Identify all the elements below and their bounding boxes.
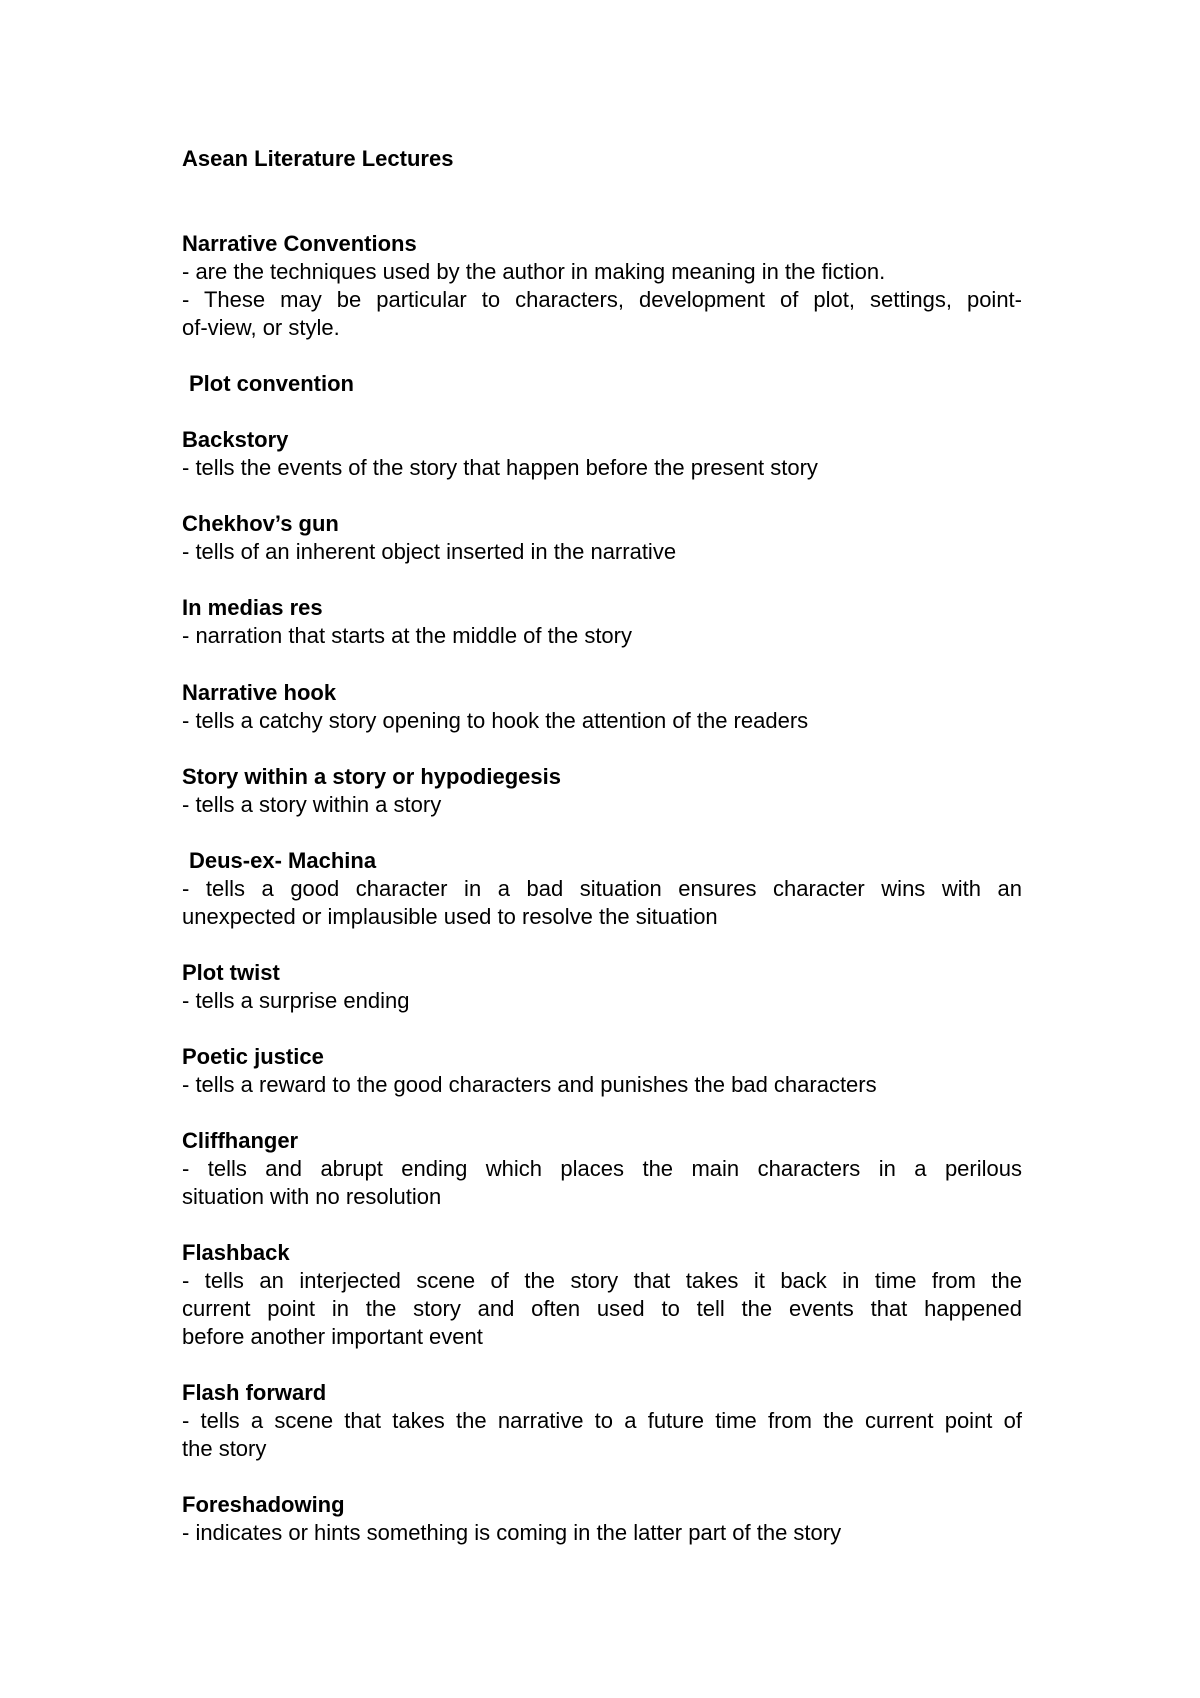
- term-definition: - tells a catchy story opening to hook the attention of the readers: [182, 708, 809, 733]
- document-title: Asean Literature Lectures: [182, 146, 454, 171]
- term-definition: - tells a good character in a bad situation ensures character wins with an: [182, 876, 1022, 901]
- section-heading: Plot convention: [189, 371, 354, 396]
- term-heading: Story within a story or hypodiegesis: [182, 764, 561, 789]
- term-definition: - tells a surprise ending: [182, 988, 410, 1013]
- intro-line: of-view, or style.: [182, 315, 340, 340]
- term-definition: the story: [182, 1436, 267, 1461]
- term-heading: Deus-ex- Machina: [189, 848, 377, 873]
- term-heading: Poetic justice: [182, 1044, 324, 1069]
- term-heading: Flashback: [182, 1240, 290, 1265]
- term-definition: - tells the events of the story that happen before the present story: [182, 455, 818, 480]
- term-heading: Flash forward: [182, 1380, 327, 1405]
- term-definition: - tells a scene that takes the narrative to a future time from the current point of: [182, 1408, 1022, 1433]
- term-definition: - indicates or hints something is coming in the latter part of the story: [182, 1520, 842, 1545]
- term-definition: - narration that starts at the middle of the story: [182, 623, 632, 648]
- term-definition: - tells a reward to the good characters and punishes the bad characters: [182, 1072, 877, 1097]
- term-definition: before another important event: [182, 1324, 483, 1349]
- term-definition: - tells and abrupt ending which places the main characters in a perilous: [182, 1156, 1022, 1181]
- intro-line: - are the techniques used by the author in making meaning in the fiction.: [182, 259, 886, 284]
- term-definition: current point in the story and often used to tell the events that happened: [182, 1296, 1022, 1321]
- term-definition: unexpected or implausible used to resolve the situation: [182, 904, 718, 929]
- term-definition: - tells a story within a story: [182, 792, 442, 817]
- term-definition: - tells an interjected scene of the story that takes it back in time from the: [182, 1268, 1022, 1293]
- term-heading: Cliffhanger: [182, 1128, 299, 1153]
- intro-heading: Narrative Conventions: [182, 231, 417, 256]
- term-heading: Backstory: [182, 427, 289, 452]
- intro-line: - These may be particular to characters, development of plot, settings, point-: [182, 287, 1022, 312]
- term-definition: - tells of an inherent object inserted in the narrative: [182, 539, 677, 564]
- term-heading: Narrative hook: [182, 680, 337, 705]
- term-heading: Chekhov’s gun: [182, 511, 339, 536]
- term-heading: Plot twist: [182, 960, 280, 985]
- term-heading: In medias res: [182, 595, 323, 620]
- term-definition: situation with no resolution: [182, 1184, 442, 1209]
- term-heading: Foreshadowing: [182, 1492, 345, 1517]
